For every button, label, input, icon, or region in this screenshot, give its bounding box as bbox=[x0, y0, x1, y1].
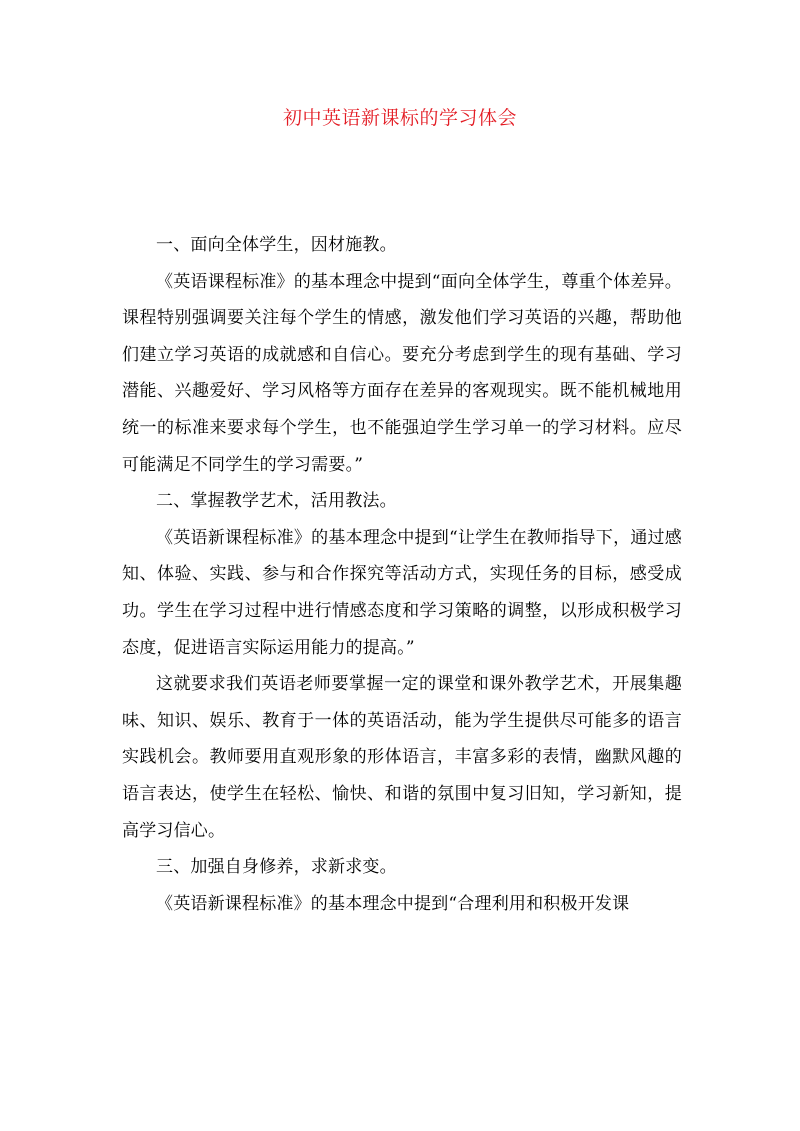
section-2-paragraph-1: 《英语新课程标准》的基本理念中提到“让学生在教师指导下，通过感知、体验、实践、参与和合作探究等活动方式，实现任务的目标，感受成功。学生在学习过程中进行情感态度和学习策略的调整，以形成积极学习态度，促进语言实际运用能力的提高。” bbox=[122, 527, 682, 658]
section-2-paragraph-2: 这就要求我们英语老师要掌握一定的课堂和课外教学艺术，开展集趣味、知识、娱乐、教育于一体的英语活动，能为学生提供尽可能多的语言实践机会。教师要用直观形象的形体语言，丰富多彩的表情，幽默风趣的语言表达，使学生在轻松、愉快、和谐的氛围中复习旧知，学习新知，提高学习信心。 bbox=[122, 674, 682, 841]
section-heading-2: 二、掌握教学艺术，活用教法。 bbox=[156, 491, 397, 512]
section-heading-1: 一、面向全体学生，因材施教。 bbox=[156, 235, 397, 255]
section-3-paragraph-1: 《英语新课程标准》的基本理念中提到“合理利用和积极开发课 bbox=[156, 893, 630, 914]
document-title: 初中英语新课标的学习体会 bbox=[282, 107, 517, 129]
document-body bbox=[122, 227, 682, 922]
section-1-paragraph-1: 《英语课程标准》的基本理念中提到“面向全体学生，尊重个体差异。课程特别强调要关注每个学生的情感，激发他们学习英语的兴趣，帮助他们建立学习英语的成就感和自信心。要充分考虑到学生的现有基础、学习潜能、兴趣爱好、学习风格等方面存在差异的客观现实。既不能机械地用统一的标准来要求每个学生，也不能强迫学生学习单一的学习材料。应尽可能满足不同学生的学习需要。” bbox=[122, 271, 682, 475]
section-heading-3: 三、加强自身修养，求新求变。 bbox=[156, 857, 397, 878]
